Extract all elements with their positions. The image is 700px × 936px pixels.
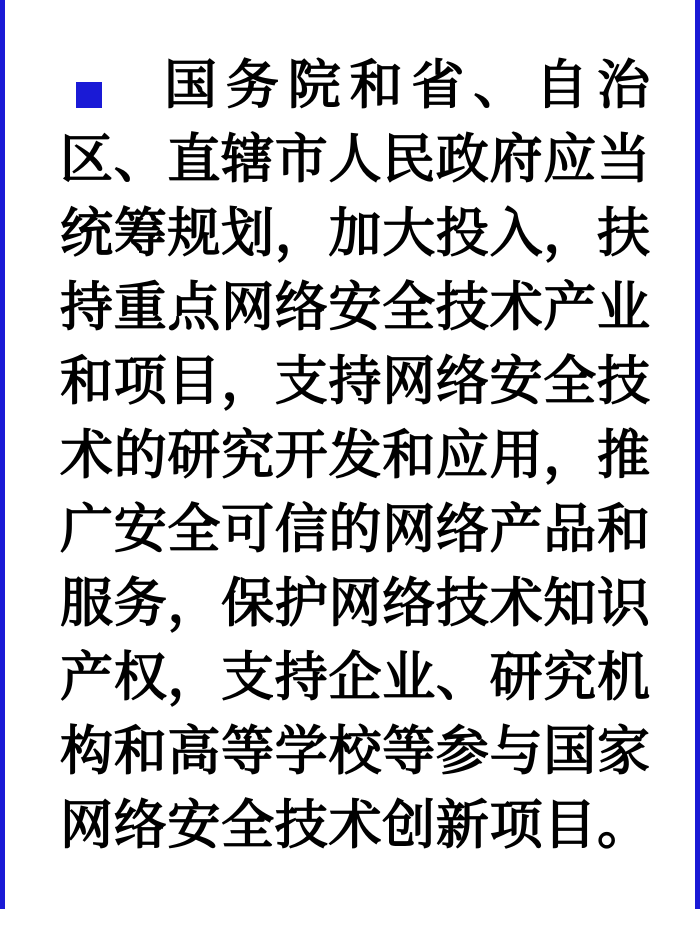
bullet-paragraph-row xyxy=(60,48,650,936)
left-border-strip xyxy=(0,0,5,909)
body-paragraph: 国务院和省、自治区、直辖市人民政府应当统筹规划，加大投入，扶持重点网络安全技术产业和项目，支持网络安全技术的研究开发和应用，推广安全可信的网络产品和服务，保护网络技术知识产权，支持企业、研究机构和高等学校等参与国家网络安全技术创新项目。 xyxy=(60,54,650,856)
slide-content xyxy=(60,48,650,936)
right-border-strip xyxy=(695,0,700,909)
square-bullet-icon xyxy=(76,82,102,108)
